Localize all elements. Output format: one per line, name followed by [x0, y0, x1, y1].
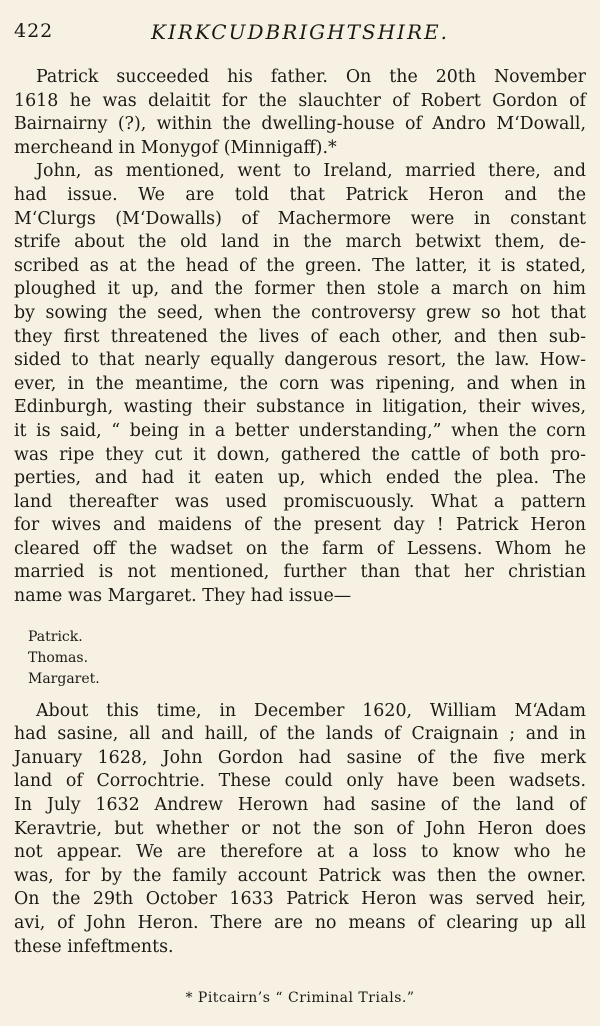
text-line: sided to that nearly equally dangerous resort, the law. How-: [14, 350, 586, 371]
text-line: they first threatened the lives of each other, and then sub-: [14, 326, 586, 347]
text-line: by sowing the seed, when the controversy grew so hot that: [14, 302, 586, 323]
text-line: 1618 he was delaitit for the slauchter of Robert Gordon of: [14, 90, 586, 111]
text-line: mercheand in Monygof (Minnigaff).*: [14, 137, 337, 158]
issue-item: Thomas.: [28, 649, 89, 666]
text-line: ploughed it up, and the former then stole a march on him: [14, 279, 586, 300]
text-line: it is said, “ being in a better understanding,” when the corn: [14, 420, 586, 441]
issue-list: [28, 627, 586, 690]
text-line: was ripe they cut it down, gathered the cattle of both pro-: [14, 444, 586, 465]
issue-item: Margaret.: [28, 670, 100, 687]
text-line: About this time, in December 1620, William M‘Adam: [36, 700, 586, 721]
text-line: land of Corrochtrie. These could only have been wadsets.: [14, 771, 586, 792]
issue-item: Patrick.: [28, 628, 83, 645]
text-line: Keravtrie, but whether or not the son of John Heron does: [14, 818, 586, 839]
page-body: [14, 66, 586, 959]
text-line: M‘Clurgs (M‘Dowalls) of Machermore were in constant: [14, 208, 586, 229]
text-line: Patrick succeeded his father. On the 20th November: [36, 67, 586, 87]
text-line: these infeftments.: [14, 936, 174, 957]
text-line: On the 29th October 1633 Patrick Heron was served heir,: [14, 889, 586, 910]
text-line: for wives and maidens of the present day ! Patrick Heron: [14, 515, 586, 536]
text-line: scribed as at the head of the green. The latter, it is stated,: [14, 255, 586, 276]
text-line: Edinburgh, wasting their substance in litigation, their wives,: [14, 397, 586, 418]
running-title: KIRKCUDBRIGHTSHIRE.: [151, 20, 449, 44]
text-line: land thereafter was used promiscuously. What a pattern: [14, 491, 586, 512]
paragraph-2: [14, 160, 586, 608]
text-line: married is not mentioned, further than that her christian: [14, 562, 586, 583]
text-line: was, for by the family account Patrick was then the owner.: [14, 865, 586, 886]
text-line: avi, of John Heron. There are no means of clearing up all: [14, 913, 586, 933]
paragraph-1: [14, 66, 586, 160]
text-line: January 1628, John Gordon had sasine of the five merk: [14, 747, 586, 768]
text-line: cleared off the wadset on the farm of Lessens. Whom he: [14, 538, 586, 559]
text-line: name was Margaret. They had issue—: [14, 586, 352, 607]
page-number: 422: [14, 20, 54, 42]
text-line: perties, and had it eaten up, which ended the plea. The: [14, 468, 586, 489]
page-header: [14, 20, 586, 46]
text-line: In July 1632 Andrew Herown had sasine of the land of: [14, 795, 586, 816]
text-line: strife about the old land in the march betwixt them, de-: [14, 232, 586, 253]
footnote: * Pitcairn’s “ Criminal Trials.”: [185, 990, 415, 1006]
text-line: had issue. We are told that Patrick Heron and the: [14, 184, 586, 205]
text-line: had sasine, all and haill, of the lands of Craignain ; and in: [14, 724, 586, 745]
paragraph-3: [14, 700, 586, 960]
text-line: Bairnairny (?), within the dwelling-house of Andro M‘Dowall,: [14, 114, 586, 135]
text-line: ever, in the meantime, the corn was ripening, and when in: [14, 373, 586, 394]
text-line: John, as mentioned, went to Ireland, married there, and: [36, 161, 586, 182]
text-line: not appear. We are therefore at a loss to know who he: [14, 842, 586, 863]
